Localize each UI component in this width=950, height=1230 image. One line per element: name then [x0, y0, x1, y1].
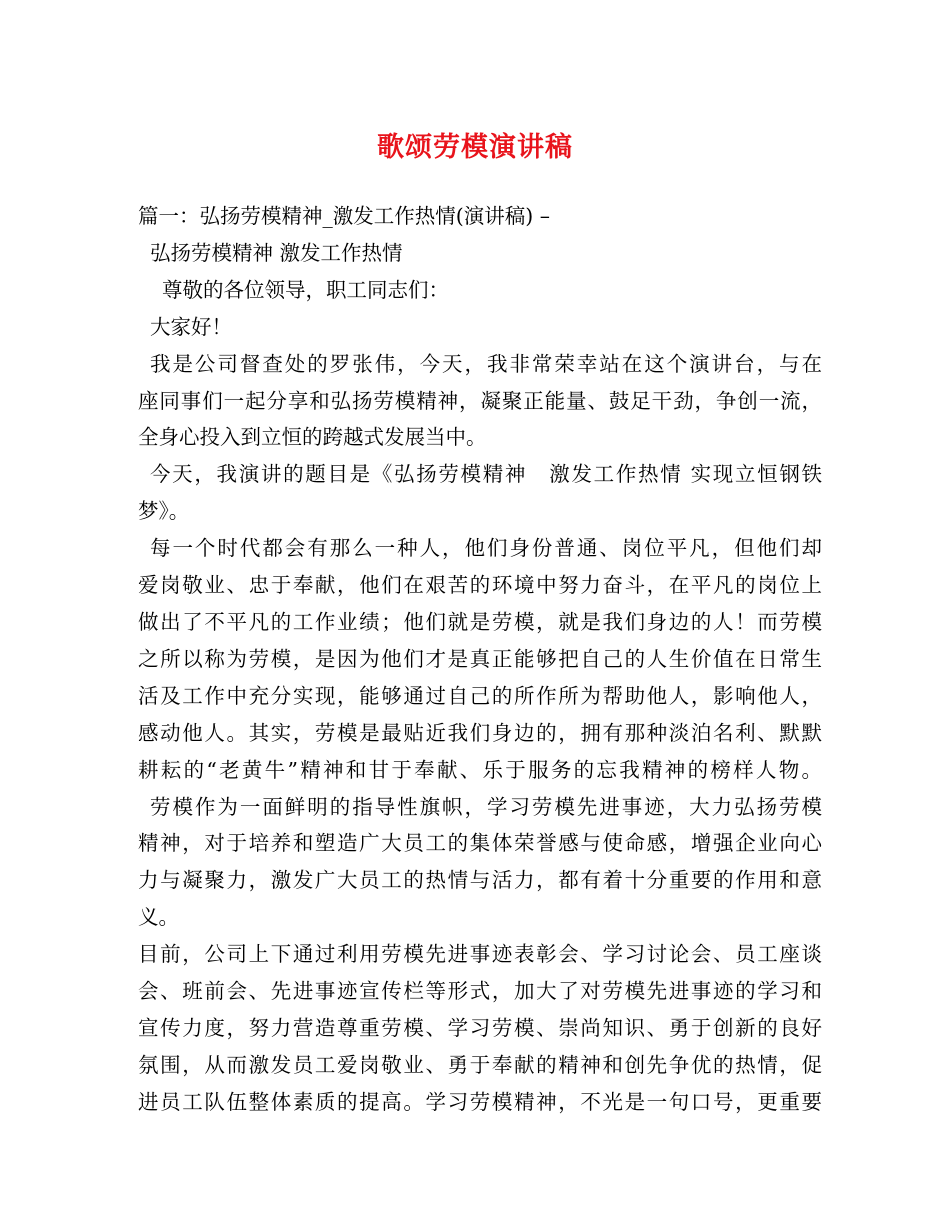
text-line: 氛围，从而激发员工爱岗敬业、勇于奉献的精神和创先争优的热情，促 — [138, 1052, 822, 1077]
text-line: 劳模作为一面鲜明的指导性旗帜，学习劳模先进事迹，大力弘扬劳模 — [150, 794, 822, 819]
text-line: 每一个时代都会有那么一种人，他们身份普通、岗位平凡，但他们却 — [150, 536, 822, 561]
text-line: 我是公司督查处的罗张伟，今天，我非常荣幸站在这个演讲台，与在 — [150, 351, 822, 376]
text-line: 精神，对于培养和塑造广大员工的集体荣誉感与使命感，增强企业向心 — [138, 831, 822, 856]
text-line: 全身心投入到立恒的跨越式发展当中。 — [138, 425, 487, 450]
text-line: 进员工队伍整体素质的提高。学习劳模精神，不光是一句口号，更重要 — [138, 1089, 822, 1114]
text-line: 义。 — [138, 905, 179, 930]
text-line: 感动他人。其实，劳模是最贴近我们身边的，拥有那种淡泊名利、默默 — [138, 720, 822, 745]
text-line: 弘扬劳模精神 激发工作热情 — [150, 240, 403, 265]
text-line: 今天，我演讲的题目是《弘扬劳模精神 激发工作热情 实现立恒钢铁 — [150, 462, 822, 487]
text-line: 耕耘的“老黄牛”精神和甘于奉献、乐于服务的忘我精神的榜样人物。 — [138, 757, 822, 782]
text-line: 力与凝聚力，激发广大员工的热情与活力，都有着十分重要的作用和意 — [138, 868, 822, 893]
document-body — [138, 198, 822, 1121]
text-line: 做出了不平凡的工作业绩；他们就是劳模，就是我们身边的人！而劳模 — [138, 609, 822, 634]
text-line: 篇一：弘扬劳模精神_激发工作热情(演讲稿) – — [138, 204, 551, 228]
text-line: 爱岗敬业、忠于奉献，他们在艰苦的环境中努力奋斗，在平凡的岗位上 — [138, 573, 822, 598]
text-line: 梦》。 — [138, 499, 190, 524]
text-line: 目前，公司上下通过利用劳模先进事迹表彰会、学习讨论会、员工座谈 — [138, 942, 822, 967]
text-line: 之所以称为劳模，是因为他们才是真正能够把自己的人生价值在日常生 — [138, 646, 822, 671]
text-line: 座同事们一起分享和弘扬劳模精神，凝聚正能量、鼓足干劲，争创一流， — [138, 388, 822, 413]
text-line: 活及工作中充分实现，能够通过自己的所作所为帮助他人，影响他人， — [138, 683, 822, 708]
text-line: 大家好！ — [150, 314, 232, 339]
text-line: 尊敬的各位领导，职工同志们： — [162, 277, 449, 302]
document-title: 歌颂劳模演讲稿 — [377, 132, 573, 163]
text-line: 宣传力度，努力营造尊重劳模、学习劳模、崇尚知识、勇于创新的良好 — [138, 1015, 822, 1040]
text-line: 会、班前会、先进事迹宣传栏等形式，加大了对劳模先进事迹的学习和 — [138, 979, 822, 1004]
